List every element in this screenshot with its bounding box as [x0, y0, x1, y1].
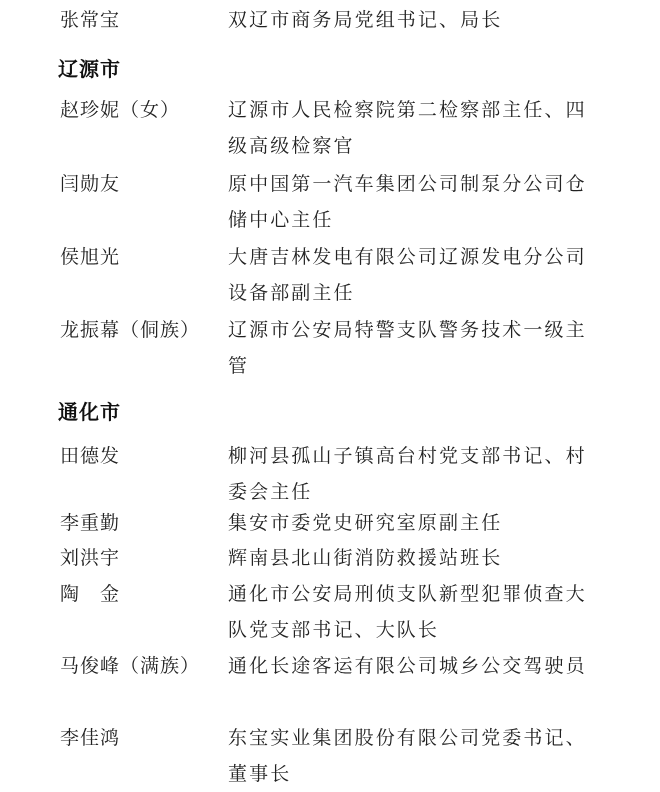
- person-name: 陶 金: [60, 583, 121, 605]
- person-title: 双辽市商务局党组书记、局长: [228, 9, 503, 31]
- person-title: 辉南县北山街消防救援站班长: [228, 547, 503, 569]
- person-name: 马俊峰（满族）: [60, 655, 201, 677]
- person-title: 东宝实业集团股份有限公司党委书记、董事长: [228, 727, 587, 785]
- person-name: 李佳鸿: [60, 727, 121, 749]
- person-name: 赵珍妮（女）: [60, 99, 181, 121]
- person-title: 辽源市公安局特警支队警务技术一级主管: [228, 319, 587, 377]
- person-name: 张常宝: [60, 9, 121, 31]
- person-title: 柳河县孤山子镇高台村党支部书记、村委会主任: [228, 445, 587, 503]
- person-name: 田德发: [60, 445, 121, 467]
- person-title: 大唐吉林发电有限公司辽源发电分公司设备部副主任: [228, 246, 587, 304]
- section-heading-tonghua: 通化市: [58, 400, 121, 424]
- person-title: 通化长途客运有限公司城乡公交驾驶员: [228, 655, 587, 677]
- person-title: 集安市委党史研究室原副主任: [228, 512, 503, 534]
- person-name: 李重勤: [60, 512, 121, 534]
- person-title: 通化市公安局刑侦支队新型犯罪侦查大队党支部书记、大队长: [228, 583, 587, 641]
- person-name: 侯旭光: [60, 246, 121, 268]
- person-name: 刘洪宇: [60, 547, 121, 569]
- person-title: 原中国第一汽车集团公司制泵分公司仓储中心主任: [228, 173, 587, 231]
- person-name: 闫勋友: [60, 173, 121, 195]
- section-heading-liaoyuan: 辽源市: [58, 57, 121, 81]
- person-name: 龙振幕（侗族）: [60, 319, 201, 341]
- person-title: 辽源市人民检察院第二检察部主任、四级高级检察官: [228, 99, 587, 157]
